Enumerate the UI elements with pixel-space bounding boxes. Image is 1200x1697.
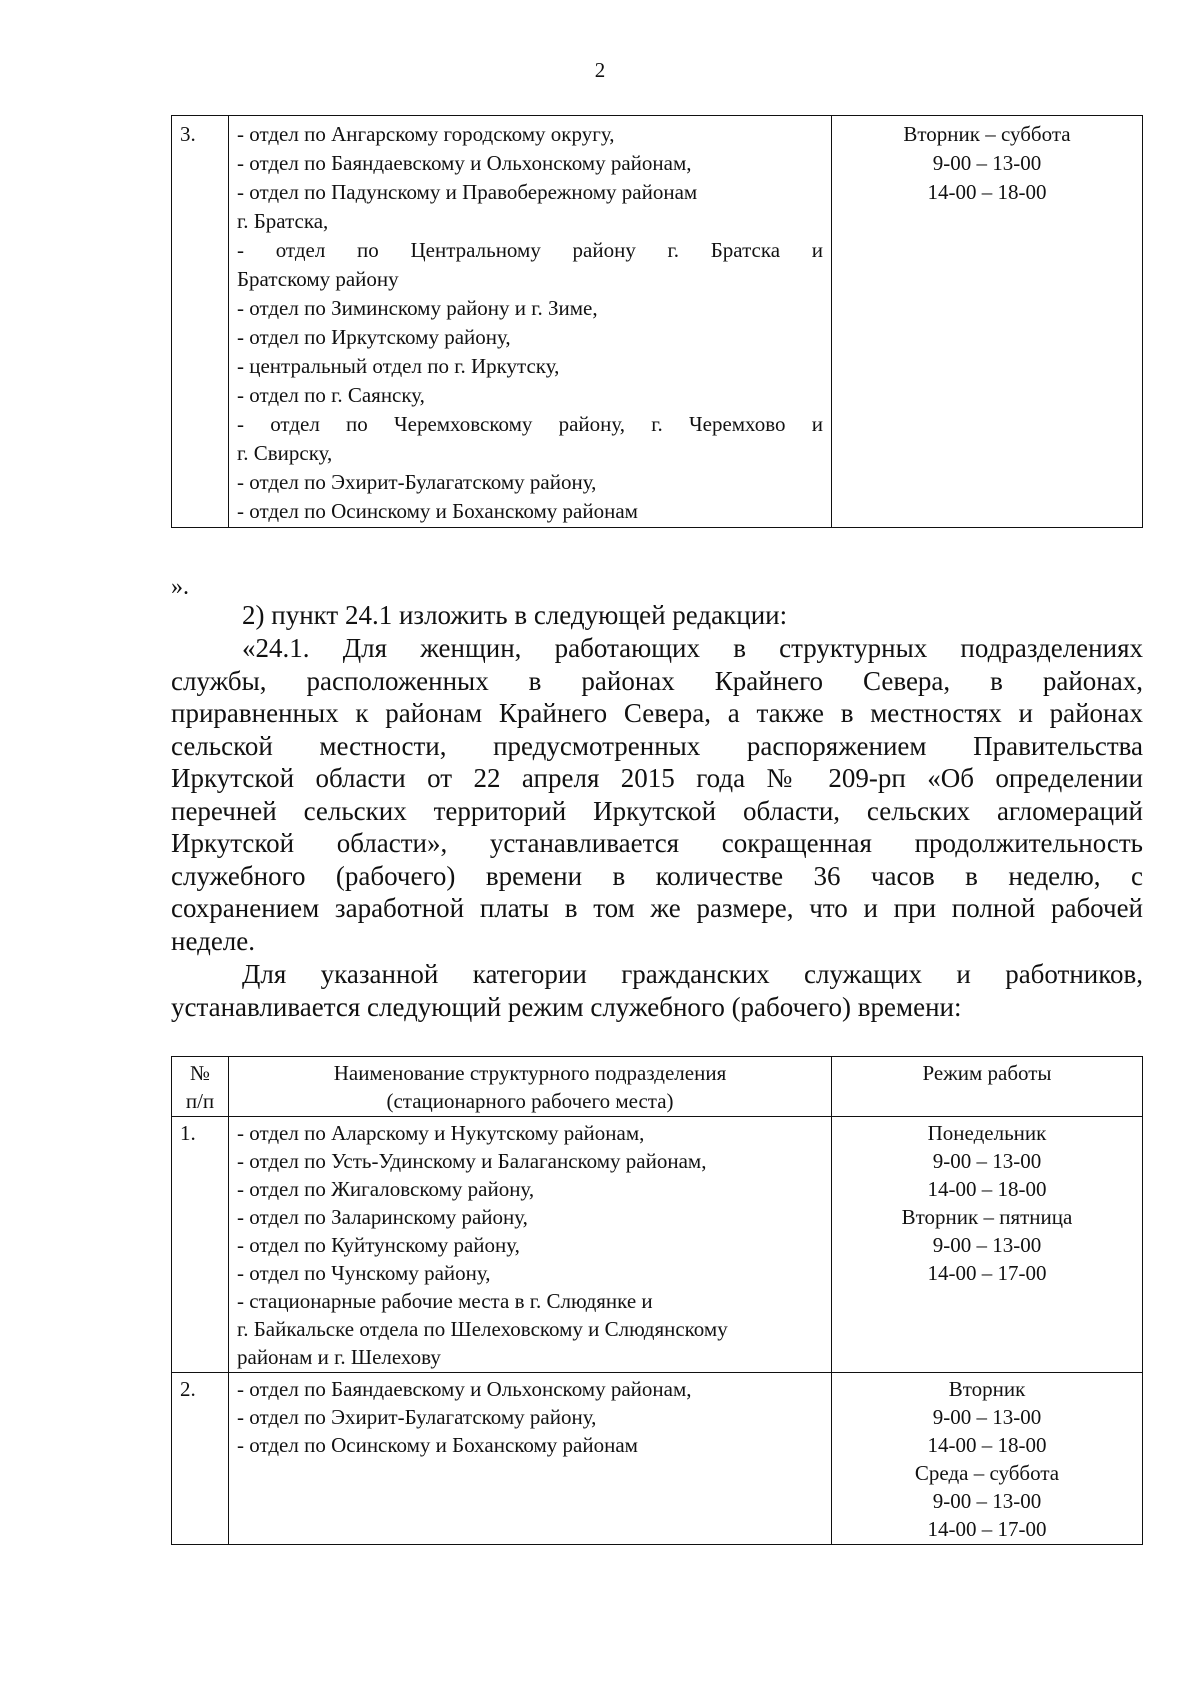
department-line: - отдел по Ангарскому городскому округу, <box>237 122 615 146</box>
header-department-line: Наименование структурного подразделения <box>333 1061 727 1085</box>
department-line: - отдел по Иркутскому району, <box>237 325 511 349</box>
schedule-cell <box>832 1373 1143 1545</box>
header-number <box>172 1057 229 1117</box>
schedule-table <box>171 1056 1143 1545</box>
paragraph-line: службы, расположенных в районах Крайнего Севера, в районах, <box>171 665 1143 696</box>
continued-schedule-table <box>171 115 1143 528</box>
schedule-line: Среда – суббота <box>914 1461 1060 1485</box>
paragraph-line: устанавливается следующий режим служебного (рабочего) времени: <box>171 991 962 1022</box>
department-list <box>229 1373 832 1545</box>
header-number-line: № <box>189 1061 211 1085</box>
table-row <box>172 1373 1143 1545</box>
department-list <box>229 1117 832 1373</box>
paragraph-line: Иркутской области», устанавливается сокращенная продолжительность <box>171 828 1143 858</box>
schedule-line: 9-00 – 13-00 <box>932 1405 1042 1429</box>
schedule-line: Вторник – суббота <box>903 122 1071 146</box>
department-line: - отдел по Усть-Удинскому и Балаганскому районам, <box>237 1149 707 1173</box>
department-line: - отдел по г. Саянску, <box>237 383 425 407</box>
table-row <box>172 116 1143 528</box>
paragraph-line: Иркутской области от 22 апреля 2015 года № 209-рп «Об определении <box>171 763 1143 793</box>
row-number: 1. <box>172 1117 229 1373</box>
schedule-line: Понедельник <box>927 1121 1047 1145</box>
row-number: 3. <box>172 116 229 528</box>
department-line: г. Братска, <box>237 209 329 233</box>
schedule-line: Вторник – пятница <box>901 1205 1073 1229</box>
department-line: - отдел по Заларинскому району, <box>237 1205 528 1229</box>
department-line: - отдел по Черемховскому району, г. Черемхово и <box>237 412 823 436</box>
table-row <box>172 1117 1143 1373</box>
row-number: 2. <box>172 1373 229 1545</box>
schedule-line: Вторник <box>948 1377 1026 1401</box>
amendment-point-paragraph: 2) пункт 24.1 изложить в следующей редакции: <box>242 600 788 630</box>
schedule-line: 14-00 – 18-00 <box>927 1177 1047 1201</box>
paragraph-line: приравненных к районам Крайнего Севера, а также в местностях и районах <box>171 698 1143 728</box>
department-line: - стационарные рабочие места в г. Слюдянке и <box>237 1289 653 1313</box>
department-line: - отдел по Баяндаевскому и Ольхонскому районам, <box>237 151 692 175</box>
schedule-line: 9-00 – 13-00 <box>932 1489 1042 1513</box>
department-line: - отдел по Аларскому и Нукутскому районам, <box>237 1121 645 1145</box>
department-line: - центральный отдел по г. Иркутску, <box>237 354 560 378</box>
schedule-cell <box>832 116 1143 528</box>
department-line: - отдел по Падунскому и Правобережному районам <box>237 180 698 204</box>
department-line: - отдел по Куйтунскому району, <box>237 1233 520 1257</box>
department-line: - отдел по Эхирит-Булагатскому району, <box>237 1405 597 1429</box>
department-line: - отдел по Зиминскому району и г. Зиме, <box>237 296 598 320</box>
department-line: - отдел по Баяндаевскому и Ольхонскому районам, <box>237 1377 692 1401</box>
department-line: - отдел по Осинскому и Боханскому районам <box>237 499 638 523</box>
paragraph-line: Для указанной категории гражданских служащих и работников, <box>242 959 1143 989</box>
header-department <box>229 1057 832 1117</box>
schedule-line: 14-00 – 17-00 <box>927 1261 1047 1285</box>
schedule-line: 14-00 – 17-00 <box>927 1517 1047 1541</box>
paragraph-line: неделе. <box>171 925 256 956</box>
header-department-line: (стационарного рабочего места) <box>386 1089 674 1113</box>
paragraph-line: перечней сельских территорий Иркутской области, сельских агломераций <box>171 795 1143 826</box>
department-line: - отдел по Эхирит-Булагатскому району, <box>237 470 597 494</box>
department-line: г. Байкальске отдела по Шелеховскому и Слюдянскому <box>237 1317 728 1341</box>
department-line: г. Свирску, <box>237 441 333 465</box>
schedule-line: 9-00 – 13-00 <box>932 151 1042 175</box>
schedule-line: 14-00 – 18-00 <box>927 1433 1047 1457</box>
table-header-row <box>172 1057 1143 1117</box>
paragraph-line: сельской местности, предусмотренных распоряжением Правительства <box>171 730 1143 761</box>
header-number-line: п/п <box>185 1089 215 1113</box>
department-line: районам и г. Шелехову <box>237 1345 441 1369</box>
category-paragraph <box>171 958 1143 1023</box>
schedule-cell <box>832 1117 1143 1373</box>
schedule-line: 9-00 – 13-00 <box>932 1233 1042 1257</box>
paragraph-line: служебного (рабочего) времени в количестве 36 часов в неделю, с <box>171 860 1143 891</box>
paragraph-line: «24.1. Для женщин, работающих в структурных подразделениях <box>242 633 1143 663</box>
schedule-line: 14-00 – 18-00 <box>927 180 1047 204</box>
department-line: - отдел по Чунскому району, <box>237 1261 491 1285</box>
department-list <box>229 116 832 528</box>
page-number: 2 <box>594 58 606 82</box>
schedule-line: 9-00 – 13-00 <box>932 1149 1042 1173</box>
amendment-text-paragraph <box>171 632 1143 957</box>
department-line: Братскому району <box>237 267 399 291</box>
department-line: - отдел по Жигаловскому району, <box>237 1177 535 1201</box>
paragraph-line: сохранением заработной платы в том же размере, что и при полной рабочей <box>171 893 1143 923</box>
department-line: - отдел по Центральному району г. Братска и <box>237 238 823 262</box>
header-schedule: Режим работы <box>832 1057 1143 1117</box>
closing-quote: ». <box>171 574 189 600</box>
department-line: - отдел по Осинскому и Боханскому районам <box>237 1433 638 1457</box>
